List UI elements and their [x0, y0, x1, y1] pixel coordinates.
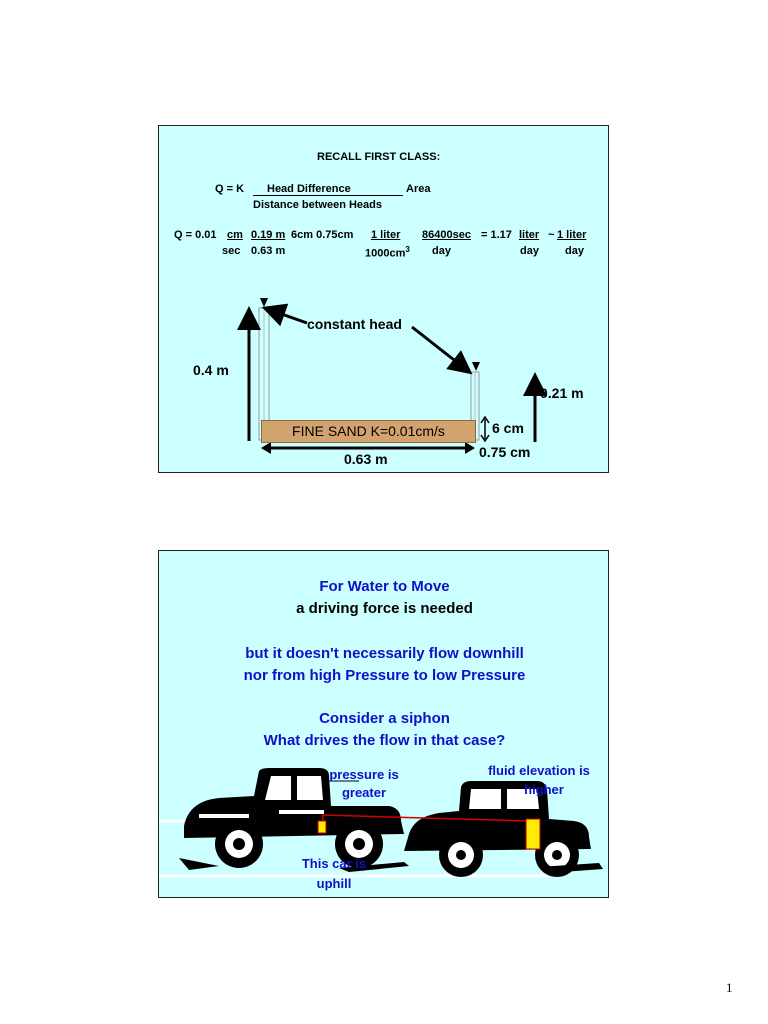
line-driving-force: a driving force is needed [296, 600, 473, 617]
eq1-area: Area [406, 183, 431, 195]
left-height-label: 0.4 m [193, 362, 229, 378]
line-what-drives: What drives the flow in that case? [263, 732, 506, 749]
line-water-move: For Water to Move [319, 578, 450, 595]
length-label: 0.63 m [344, 451, 388, 467]
left-tank [318, 821, 326, 833]
page-number: 1 [726, 980, 733, 995]
uphill-label-line1: This car is [301, 856, 367, 871]
constant-head-arrow-left [273, 311, 307, 323]
siphon-cars-illustration [159, 551, 610, 899]
eq2-cm: cm [227, 229, 243, 241]
eq1-numerator: Head Difference [267, 183, 351, 195]
constant-head-label: constant head [307, 316, 402, 332]
right-tank [526, 819, 540, 849]
eq2-day1: day [432, 245, 451, 257]
eq1-denominator: Distance between Heads [253, 199, 382, 211]
eq2-q: Q = 0.01 [174, 229, 217, 241]
slide-recall-first-class [158, 125, 609, 473]
line-siphon: Consider a siphon [319, 710, 450, 727]
eq2-approx: ~ [548, 229, 555, 241]
line-not-downhill: but it doesn't necessarily flow downhill [245, 645, 524, 662]
eq2-day3: day [565, 245, 584, 257]
thickness-label: 6 cm [492, 420, 524, 436]
eq2-dist: 0.63 m [251, 245, 286, 257]
slide1-title: RECALL FIRST CLASS: [317, 151, 441, 163]
eq2-sec: sec [222, 245, 241, 257]
right-head-marker [472, 362, 480, 371]
eq2-day2: day [520, 245, 539, 257]
eq2-cm3: $1000cm^3$ [365, 245, 410, 260]
line-not-pressure: nor from high Pressure to low Pressure [243, 667, 526, 684]
right-height-label: 0.21 m [540, 385, 584, 401]
constant-head-arrow-right [412, 327, 463, 367]
sand-label: FINE SAND K=0.01cm/s [292, 423, 445, 439]
elevation-label-line2: higher [524, 782, 564, 797]
eq2-head: 0.19 m [251, 229, 286, 241]
left-head-marker [260, 298, 268, 307]
pressure-label-line2: greater [341, 785, 387, 800]
eq1-lhs: Q = K [215, 183, 245, 195]
width-label: 0.75 cm [479, 444, 531, 460]
eq2-liter3: 1 liter [557, 229, 587, 241]
uphill-label-line2: uphill [316, 876, 352, 891]
eq2-result: = 1.17 [481, 229, 512, 241]
eq2-liter: 1 liter [371, 229, 401, 241]
eq2-dims: 6cm 0.75cm [291, 229, 354, 241]
slide-siphon [158, 550, 609, 898]
pressure-label-line1: pressure is [329, 767, 399, 782]
eq2-liter2: liter [519, 229, 540, 241]
elevation-label-line1: fluid elevation is [488, 763, 590, 778]
fine-sand-layer [261, 420, 476, 443]
eq2-seconds: 86400sec [422, 229, 471, 241]
